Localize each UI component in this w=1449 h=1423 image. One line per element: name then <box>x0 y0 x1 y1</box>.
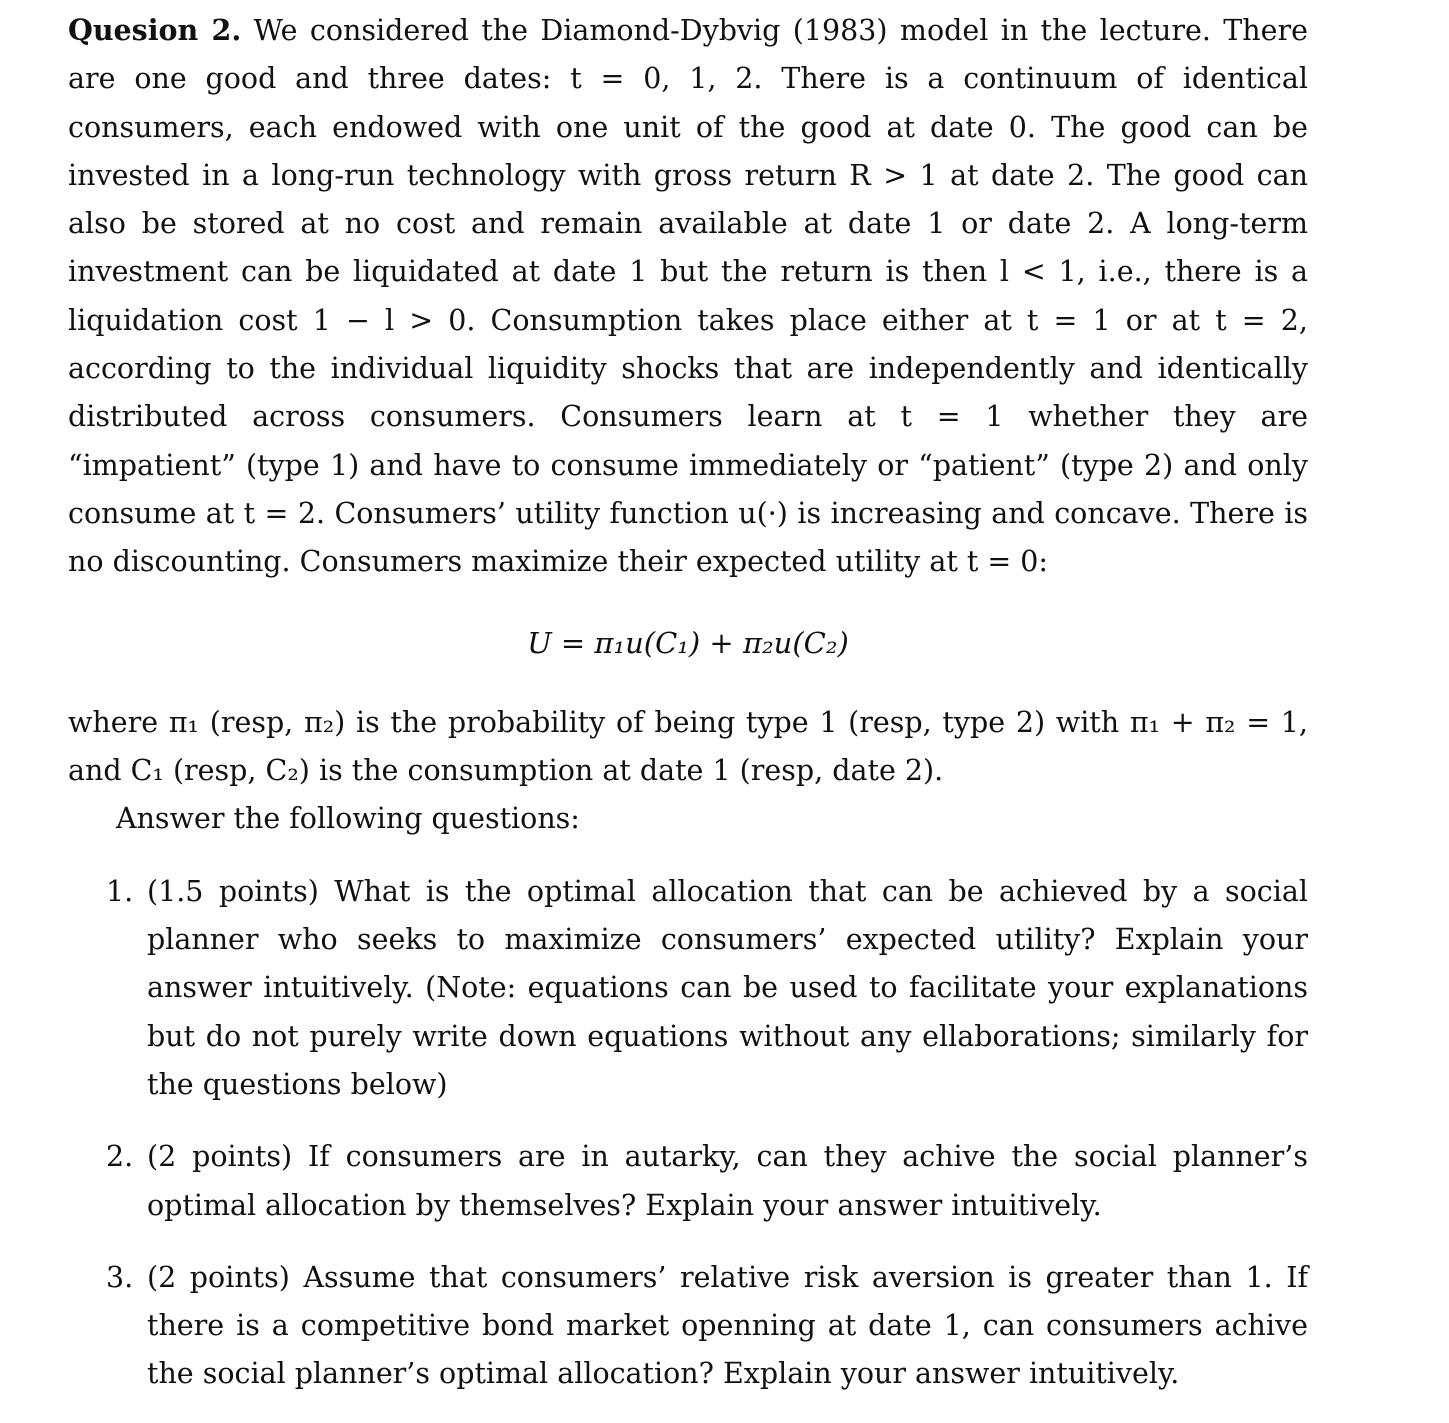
utility-formula <box>68 619 1308 667</box>
question-item-2 <box>68 1133 1308 1230</box>
question-number: 3. <box>106 1260 134 1294</box>
definition-paragraph: where π₁ (resp, π₂) is the probability of being type 1 (resp, type 2) with π₁ + π₂ = 1, and C₁ (resp, C₂) is the consumption at date 1 (resp, date 2). <box>68 705 1308 788</box>
question-item-1 <box>68 868 1308 1109</box>
question-number: 2. <box>106 1140 134 1174</box>
intro-text: We considered the Diamond-Dybvig (1983) model in the lecture. There are one good and three dates: t = 0, 1, 2. There is a continuum of identical consumers, each endowed with one unit of the good at date 0. The good can be invested in a long-run technology with gross return R > 1 at date 2. The good can also be stored at no cost and remain available at date 1 or date 2. A long-term investment can be liquidated at date 1 but the return is then l < 1, i.e., there is a liquidation cost 1 − l > 0. Consumption takes place either at t = 1 or at t = 2, according to the individual liquidity shocks that are independently and identically distributed across consumers. Consumers learn at t = 1 whether they are “impatient” (type 1) and have to consume immediately or “patient” (type 2) and only consume at t = 2. Consumers’ utility function u(·) is increasing and concave. There is no discounting. Consumers maximize their expected utility at t = 0: <box>68 14 1308 579</box>
question-document <box>68 6 1308 1423</box>
question-text: (1.5 points) What is the optimal allocation that can be achieved by a social planner who seeks to maximize consumers’ expected utility? Explain your answer intuitively. (Note: equations can be used to facilitate your explanations but do not purely write down equations without any ellaborations; similarly for the questions below) <box>147 874 1308 1101</box>
instruction-text: Answer the following questions: <box>116 802 580 836</box>
question-number: 1. <box>106 874 134 908</box>
question-list <box>68 868 1308 1399</box>
question-text: (2 points) Assume that consumers’ relative risk aversion is greater than 1. If there is a competitive bond market openning at date 1, can consumers achive the social planner’s optimal allocation? Explain your answer intuitively. <box>147 1260 1308 1391</box>
question-heading: Quesion 2. <box>68 13 242 47</box>
formula-text: U = π₁u(C₁) + π₂u(C₂) <box>527 625 849 660</box>
question-item-3 <box>68 1254 1308 1399</box>
intro-paragraph <box>68 6 1308 587</box>
question-text: (2 points) If consumers are in autarky, can they achive the social planner’s optimal allocation by themselves? Explain your answer intuitively. <box>147 1140 1308 1222</box>
